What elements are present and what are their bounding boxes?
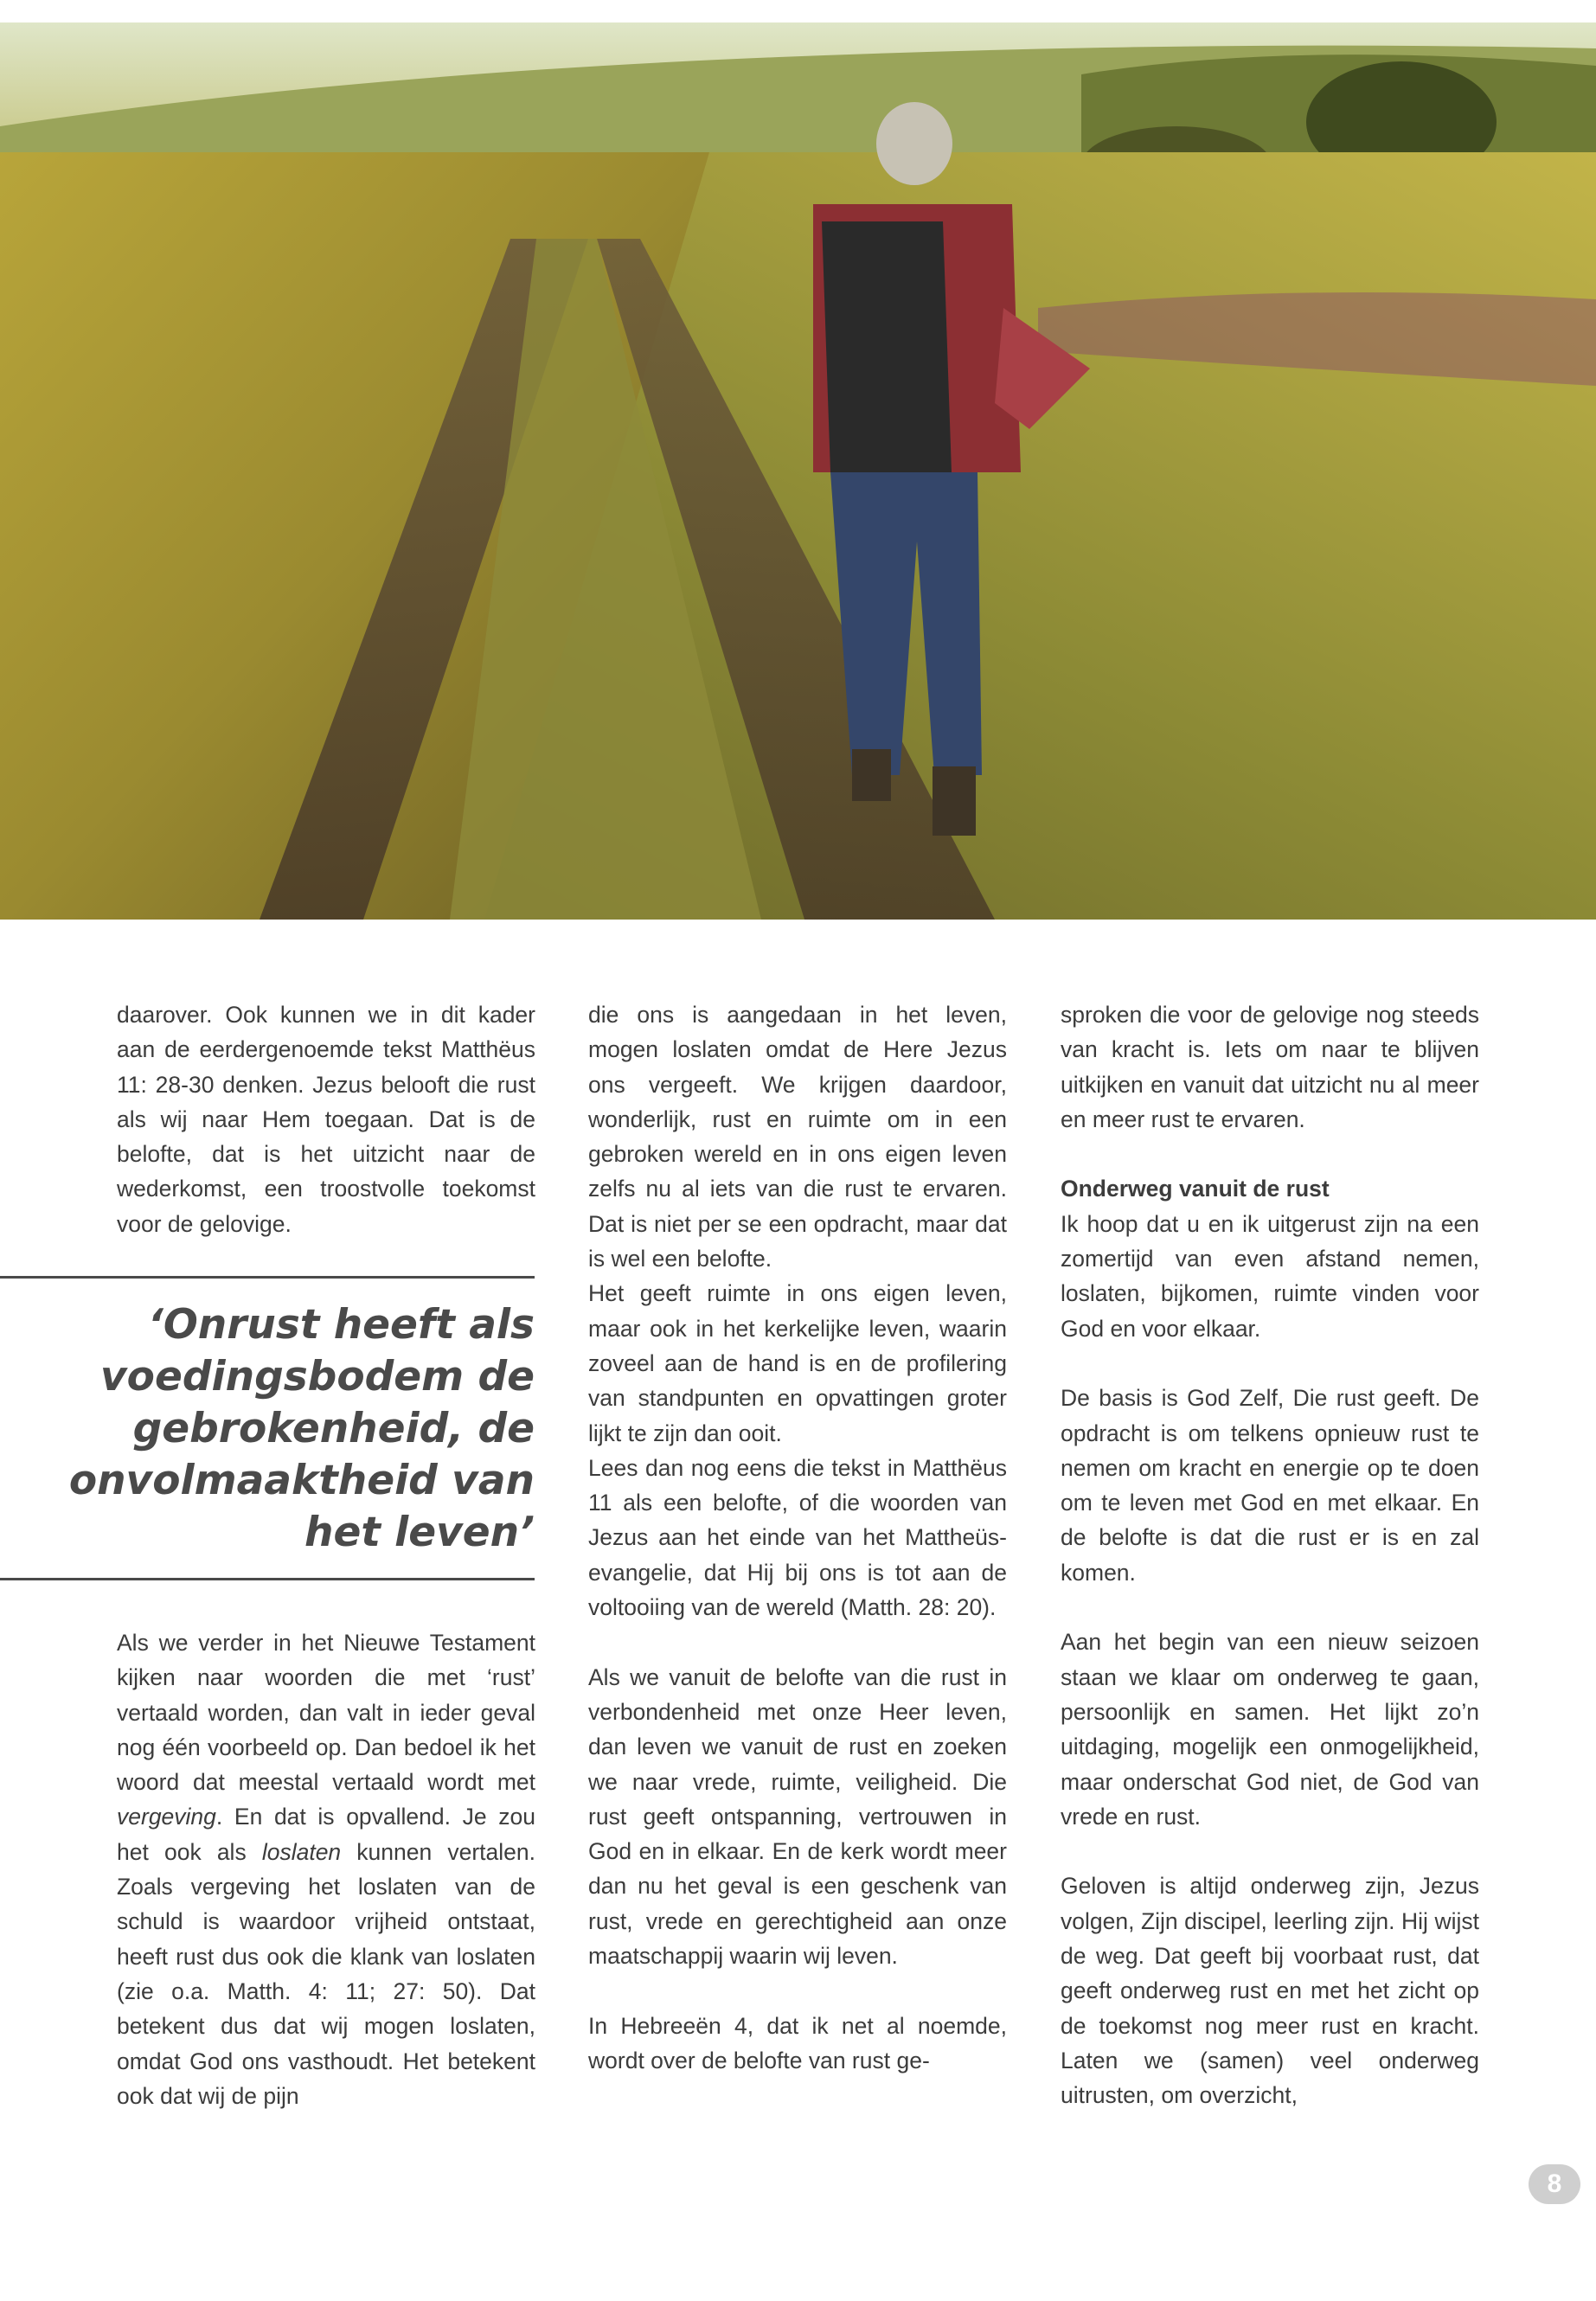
text-run: kunnen vertalen. Zoals vergeving het loslaten van de schuld is waardoor vrijheid ontstaat, heeft rust dus ook die klank van loslaten (zie o.a. Matth. 4: 11; 27: 50). Dat betekent dus dat wij mogen loslaten, omdat God ons vasthoudt. Het betekent ook dat wij de pijn [117, 1838, 536, 2109]
text-run: . En dat is opvallend. Je zou het ook als [117, 1804, 535, 1865]
emphasis-vergeving: vergeving [117, 1804, 216, 1830]
column-3-paragraph: Ik hoop dat u en ik uitgerust zijn na een zomertijd van even afstand nemen, loslaten, bijkomen, ruimte vinden voor God en voor elkaar. [1061, 1210, 1479, 1342]
column-1-body [117, 1625, 535, 2113]
column-3-paragraph: De basis is God Zelf, Die rust geeft. De opdracht is om telkens opnieuw rust te nemen om kracht en energie op te doen om te leven met God en met elkaar. En de belofte is dat die rust er is en zal komen. [1061, 1385, 1479, 1586]
emphasis-loslaten: loslaten [261, 1838, 342, 1865]
quote-line: gebrokenheid, de [132, 1405, 535, 1452]
column-2-paragraph: In Hebreeën 4, dat ik net al noemde, wordt over de belofte van rust ge- [588, 2012, 1007, 2073]
column-2-paragraph: Lees dan nog eens die tekst in Matthëus 11 als een belofte, of die woorden van Jezus aan het einde van het Mattheüs-evangelie, dat Hij bij ons is tot aan de voltooiing van de wereld (Matth. 28: 20). [588, 1454, 1007, 1621]
column-1-paragraph [117, 1625, 535, 2113]
column-1-intro: daarover. Ook kunnen we in dit kader aan de eerdergenoemde tekst Matthëus 11: 28-30 denken. Jezus belooft die rust als wij naar Hem toegaan. Dat is de belofte, dat is het uitzicht naar de wederkomst, een troostvolle toekomst voor de gelovige. [117, 1002, 535, 1237]
column-3 [1061, 997, 1479, 2113]
quote-line: het leven’ [304, 1509, 535, 1556]
quote-line: ‘Onrust heeft als [147, 1301, 535, 1349]
column-2-paragraph: Het geeft ruimte in ons eigen leven, maar ook in het kerkelijke leven, waarin zoveel aan de hand is en de profilering van standpunten en opvattingen groter lijkt te zijn dan ooit. [588, 1280, 1007, 1446]
text-run: Als we verder in het Nieuwe Testament kijken naar woorden die met ‘rust’ vertaald worden, dan valt in ieder geval nog één voorbeeld op. Dan bedoel ik het woord dat meestal vertaald wordt met [117, 1630, 535, 1796]
pull-quote [0, 1276, 535, 1580]
column-2-paragraph: die ons is aangedaan in het leven, mogen loslaten omdat de Here Jezus ons vergeeft. We krijgen daardoor, wonderlijk, rust en ruimte om in een gebroken wereld en in ons eigen leven zelfs nu al iets van die rust te ervaren. Dat is niet per se een opdracht, maar dat is wel een belofte. [588, 1002, 1007, 1272]
column-3-paragraph: sproken die voor de gelovige nog steeds van kracht is. Iets om naar te blijven uitkijken en vanuit dat uitzicht nu al meer en meer rust te ervaren. [1061, 1002, 1479, 1132]
section-heading: Onderweg vanuit de rust [1061, 1176, 1330, 1202]
field-path-landscape-icon [0, 22, 1596, 920]
column-2-paragraph: Als we vanuit de belofte van die rust in verbondenheid met onze Heer leven, dan leven we vanuit de rust en zoeken we naar vrede, ruimte, veiligheid. Die rust geeft ontspanning, vertrouwen in God en in elkaar. En de kerk wordt meer dan nu het geval is een geschenk van rust, vrede en gerechtigheid aan onze maatschappij waarin wij leven. [588, 1663, 1007, 1970]
column-3-paragraph: Geloven is altijd onderweg zijn, Jezus volgen, Zijn discipel, leerling zijn. Hij wijst de weg. Dat geeft bij voorbaat rust, dat geeft onderweg rust en met het zicht op de toekomst nog meer rust en kracht. Laten we (samen) veel onderweg uitrusten, om overzicht, [1061, 1873, 1479, 2109]
quote-bottom-rule [0, 1578, 535, 1580]
hero-photo [0, 22, 1596, 920]
column-3-paragraph: Aan het begin van een nieuw seizoen staan we klaar om onderweg te gaan, persoonlijk en samen. Het lijkt zo’n uitdaging, mogelijk een onmogelijkheid, maar onderschat God niet, de God van vrede en rust. [1061, 1629, 1479, 1830]
quote-line: onvolmaaktheid van [68, 1457, 535, 1504]
quote-line: voedingsbodem de [100, 1353, 535, 1400]
quote-text [0, 1279, 535, 1578]
column-1 [117, 997, 535, 1241]
column-2 [588, 997, 1007, 2078]
page-number-badge: 8 [1529, 2164, 1580, 2204]
